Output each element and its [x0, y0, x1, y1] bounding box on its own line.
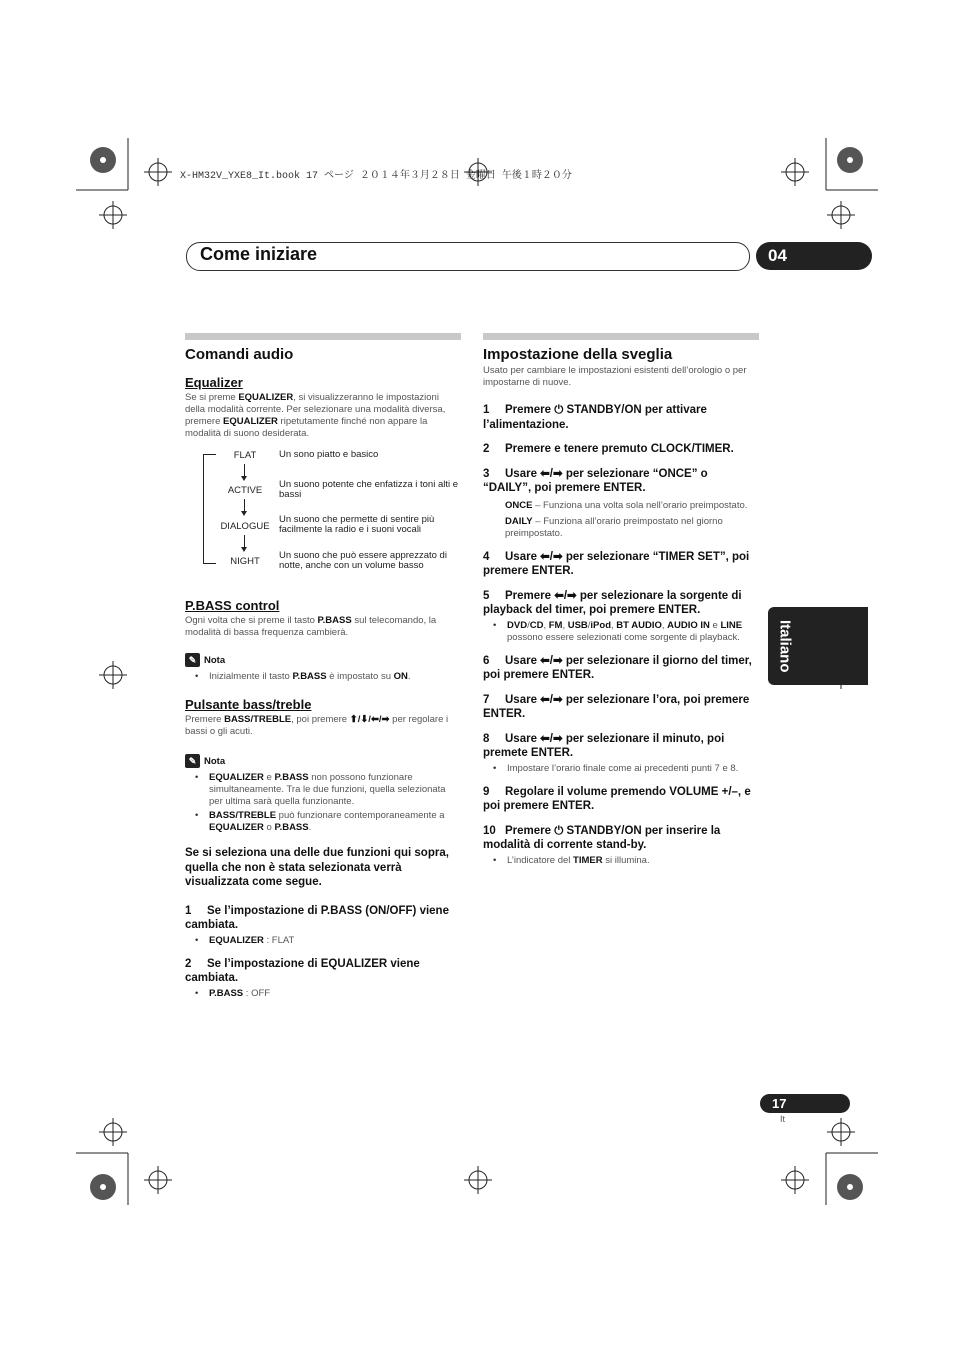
note-icon: ✎	[185, 653, 200, 667]
down-arrow-icon	[244, 535, 245, 549]
language-tab-label: Italiano	[776, 619, 794, 673]
eq-mode-label: DIALOGUE	[220, 521, 270, 532]
eq-mode-desc: Un suono potente che enfatizza i toni alti e bassi	[279, 479, 459, 500]
page-language: It	[780, 1114, 786, 1124]
section-title-alarm: Impostazione della sveglia	[483, 346, 673, 363]
equalizer-title: Equalizer	[185, 375, 243, 390]
section-bar	[185, 333, 461, 340]
chapter-title: Come iniziare	[200, 244, 318, 264]
left-column	[185, 333, 461, 1000]
note-item: • BASS/TREBLE può funzionare contemporaneamente a EQUALIZER o P.BASS.	[193, 810, 461, 834]
bass-treble-text: Premere BASS/TREBLE, poi premere ⬆/⬇/⬅/➡ per regolare i bassi o gli acuti.	[185, 714, 449, 737]
eq-mode-label: NIGHT	[230, 556, 260, 567]
info-paragraph: Se si seleziona una delle due funzioni qui sopra, quella che non è stata selezionata verrà visualizzata come segue.	[185, 847, 449, 888]
note-item: • Inizialmente il tasto P.BASS è impostato su ON.	[193, 671, 461, 683]
step-item: 2 Se l’impostazione di EQUALIZER viene cambiata.	[185, 957, 420, 984]
note-heading: ✎ Nota	[185, 754, 461, 768]
cycle-line	[203, 454, 216, 564]
note-item: • EQUALIZER e P.BASS non possono funzionare simultaneamente. Tra le due funzioni, quella selezionata per ultima sarà quella funzionante.	[193, 772, 461, 808]
alarm-intro: Usato per cambiare le impostazioni esistenti dell’orologio o per impostarne di nuove.	[483, 365, 747, 388]
down-arrow-icon	[244, 499, 245, 513]
equalizer-text: Se si preme EQUALIZER, si visualizzeranno le impostazioni della modalità corrente. Per selezionare una modalità diversa, premere EQUALIZER ripetutamente finché non appare la modalità di suono desiderata.	[185, 392, 446, 439]
eq-mode-desc: Un suono che permette di sentire più facilmente la radio e i suoni vocali	[279, 514, 435, 535]
step-item: 4 Usare ⬅/➡ per selezionare “TIMER SET”, poi premere ENTER.	[483, 550, 750, 577]
note-heading: ✎ Nota	[185, 653, 461, 667]
step-item: 1 Premere ⏻ STANDBY/ON per attivare l’alimentazione.	[483, 404, 707, 431]
step-item: 6 Usare ⬅/➡ per selezionare il giorno del timer, poi premere ENTER.	[483, 654, 752, 681]
option-daily: DAILY – Funziona all’orario preimpostato nel giorno preimpostato.	[505, 515, 723, 539]
step-item: 5 Premere ⬅/➡ per selezionare la sorgente di playback del timer, poi premere ENTER.	[483, 589, 742, 616]
chapter-number: 04	[756, 242, 872, 270]
page-number: 17	[760, 1094, 850, 1113]
eq-mode-desc: Un sono piatto e basico	[279, 449, 379, 460]
note-icon: ✎	[185, 754, 200, 768]
eq-mode-label: ACTIVE	[227, 485, 263, 496]
pbass-title: P.BASS control	[185, 598, 280, 613]
step-bullet: • EQUALIZER : FLAT	[193, 935, 461, 947]
step-item: 7 Usare ⬅/➡ per selezionare l’ora, poi premere ENTER.	[483, 693, 750, 720]
step-bullet: • P.BASS : OFF	[193, 988, 461, 1000]
print-header: X-HM32V_YXE8_It.book 17 ページ ２０１４年３月２８日 金曜日 午後１時２０分	[180, 171, 572, 182]
right-column	[483, 333, 759, 867]
step-bullet: • DVD/CD, FM, USB/iPod, BT AUDIO, AUDIO IN e LINE possono essere selezionati come sorgente di playback.	[491, 620, 759, 644]
option-once: ONCE – Funziona una volta sola nell’orario preimpostato.	[505, 499, 748, 511]
pbass-text: Ogni volta che si preme il tasto P.BASS sul telecomando, la modalità di bassa frequenza cambierà.	[185, 615, 437, 638]
eq-mode-desc: Un suono che può essere apprezzato di notte, anche con un volume basso	[279, 550, 447, 571]
section-bar	[483, 333, 759, 340]
step-item: 3 Usare ⬅/➡ per selezionare “ONCE” o “DAILY”, poi premere ENTER.	[483, 467, 708, 494]
step-item: 1 Se l’impostazione di P.BASS (ON/OFF) viene cambiata.	[185, 904, 449, 931]
bass-treble-title: Pulsante bass/treble	[185, 697, 312, 712]
equalizer-diagram	[185, 450, 461, 582]
down-arrow-icon	[244, 464, 245, 478]
step-bullet: • L’indicatore del TIMER si illumina.	[491, 855, 759, 867]
step-item: 10 Premere ⏻ STANDBY/ON per inserire la modalità di corrente stand-by.	[483, 824, 721, 851]
step-item: 2 Premere e tenere premuto CLOCK/TIMER.	[483, 443, 734, 455]
step-bullet: • Impostare l’orario finale come ai precedenti punti 7 e 8.	[491, 763, 759, 775]
step-item: 8 Usare ⬅/➡ per selezionare il minuto, poi premete ENTER.	[483, 732, 725, 759]
eq-mode-label: FLAT	[233, 450, 257, 461]
section-title-audio: Comandi audio	[185, 346, 294, 363]
step-item: 9 Regolare il volume premendo VOLUME +/–, e poi premere ENTER.	[483, 785, 751, 812]
